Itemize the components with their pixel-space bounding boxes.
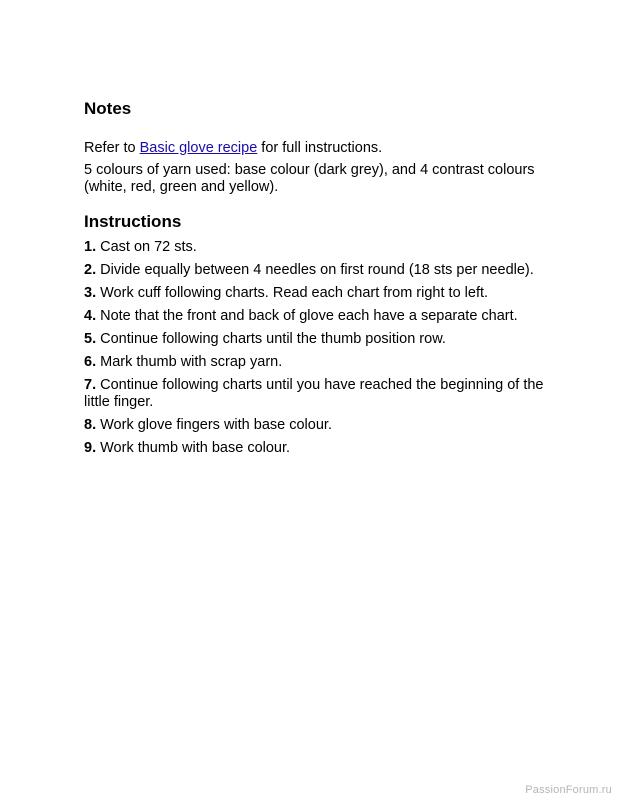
step-text: Note that the front and back of glove each have a separate chart. [96, 308, 518, 324]
instructions-list [84, 239, 554, 463]
instruction-step [84, 239, 554, 256]
notes-yarn-line: 5 colours of yarn used: base colour (dark grey), and 4 contrast colours (white, red, green and yellow). [84, 162, 535, 195]
basic-glove-recipe-link[interactable]: Basic glove recipe [139, 140, 258, 156]
step-text: Cast on 72 sts. [96, 239, 197, 255]
step-text: Divide equally between 4 needles on first round (18 sts per needle). [96, 262, 534, 278]
step-number: 5. [84, 331, 97, 347]
step-number: 9. [84, 440, 97, 456]
step-number: 4. [84, 308, 97, 324]
instruction-step [84, 308, 554, 325]
notes-heading: Notes [84, 99, 132, 118]
step-number: 6. [84, 354, 97, 370]
step-number: 8. [84, 417, 97, 433]
step-text: Mark thumb with scrap yarn. [96, 354, 283, 370]
step-number: 3. [84, 285, 97, 301]
notes-reference-suffix: for full instructions. [257, 140, 383, 156]
step-number: 1. [84, 239, 97, 255]
instruction-step [84, 285, 554, 302]
step-text: Work thumb with base colour. [96, 440, 291, 456]
notes-reference-prefix: Refer to [84, 140, 140, 156]
step-number: 7. [84, 377, 97, 393]
step-text: Continue following charts until the thumb position row. [96, 331, 446, 347]
step-text: Work cuff following charts. Read each chart from right to left. [96, 285, 489, 301]
instructions-heading: Instructions [84, 212, 182, 231]
instruction-step [84, 417, 554, 434]
instruction-step [84, 377, 554, 411]
instruction-step [84, 440, 554, 457]
instruction-step [84, 262, 554, 279]
instruction-step [84, 354, 554, 371]
instruction-step [84, 331, 554, 348]
step-text: Continue following charts until you have reached the beginning of the little finger. [84, 377, 544, 410]
step-text: Work glove fingers with base colour. [96, 417, 332, 433]
step-number: 2. [84, 262, 97, 278]
site-watermark: PassionForum.ru [525, 784, 612, 796]
notes-body [84, 140, 554, 201]
notes-reference-line [84, 140, 554, 157]
